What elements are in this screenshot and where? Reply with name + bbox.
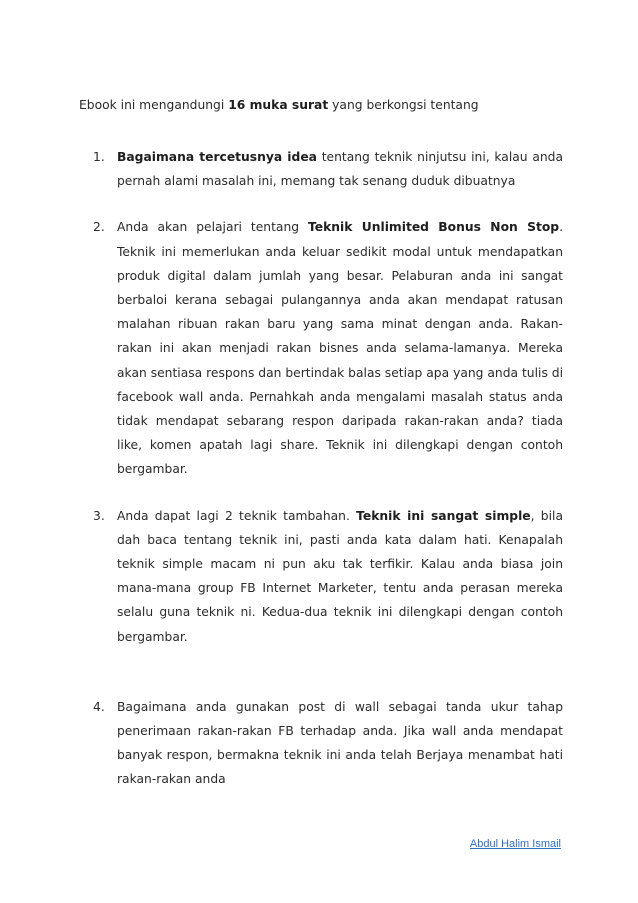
- list-item: [93, 215, 563, 481]
- intro-paragraph: [79, 96, 569, 114]
- list-item-number: 4.: [93, 699, 105, 714]
- list-item-bold: Bagaimana tercetusnya idea: [117, 150, 317, 164]
- list-item-rest: tentang teknik ninjutsu ini, kalau anda pernah alami masalah ini, memang tak senang duduk dibuatnya: [117, 150, 563, 189]
- intro-text-bold: 16 muka surat: [228, 98, 329, 112]
- list-item-bold: Teknik ini sangat simple: [356, 508, 531, 523]
- list-item-rest: . Teknik ini memerlukan anda keluar sedikit modal untuk mendapatkan produk digital dalam jumlah yang besar. Pelaburan anda ini sangat berbaloi kerana sebagai pulangannya anda akan mendapat ratusan malahan ribuan rakan baru yang sama minat dengan anda. Rakan-rakan ini akan menjadi rakan bisnes anda selama-lamanya. Mereka akan sentiasa respons dan bertindak balas setiap apa yang anda tulis di facebook wall anda. Pernahkah anda mengalami masalah status anda tidak mendapat sebarang respon daripada rakan-rakan anda? tiada like, komen apatah lagi share. Teknik ini dilengkapi dengan contoh bergambar.: [117, 220, 563, 477]
- list-item: [93, 145, 563, 193]
- list-item: [93, 504, 563, 649]
- list-item-pre: Anda dapat lagi 2 teknik tambahan.: [117, 508, 357, 523]
- list-item-text: [117, 504, 563, 649]
- intro-text-pre: Ebook ini mengandungi: [79, 98, 229, 112]
- list-item-rest: Bagaimana anda gunakan post di wall sebagai tanda ukur tahap penerimaan rakan-rakan FB terhadap anda. Jika wall anda mendapat banyak respon, bermakna teknik ini anda telah Berjaya menambat hati rakan-rakan anda: [117, 699, 563, 787]
- list-item-number: 1.: [93, 150, 105, 164]
- list-item-number: 3.: [93, 508, 105, 523]
- list-item-text: [117, 695, 563, 792]
- author-link[interactable]: Abdul Halim Ismail: [469, 838, 561, 850]
- list-item-rest: , bila dah baca tentang teknik ini, pasti anda kata dalam hati. Kenapalah teknik simple macam ni pun aku tak terfikir. Kalau anda biasa join mana-mana group FB Internet Marketer, tentu anda perasan mereka selalu guna teknik ni. Kedua-dua teknik ini dilengkapi dengan contoh bergambar.: [117, 508, 563, 644]
- list-item-text: [117, 215, 563, 481]
- list-item: [93, 695, 563, 792]
- list-item-text: [117, 145, 563, 193]
- intro-text-post: yang berkongsi tentang: [328, 98, 479, 112]
- topic-list: [93, 145, 563, 792]
- list-item-number: 2.: [93, 220, 105, 235]
- list-item-bold: Teknik Unlimited Bonus Non Stop: [308, 220, 560, 235]
- list-item-pre: Anda akan pelajari tentang: [117, 220, 309, 235]
